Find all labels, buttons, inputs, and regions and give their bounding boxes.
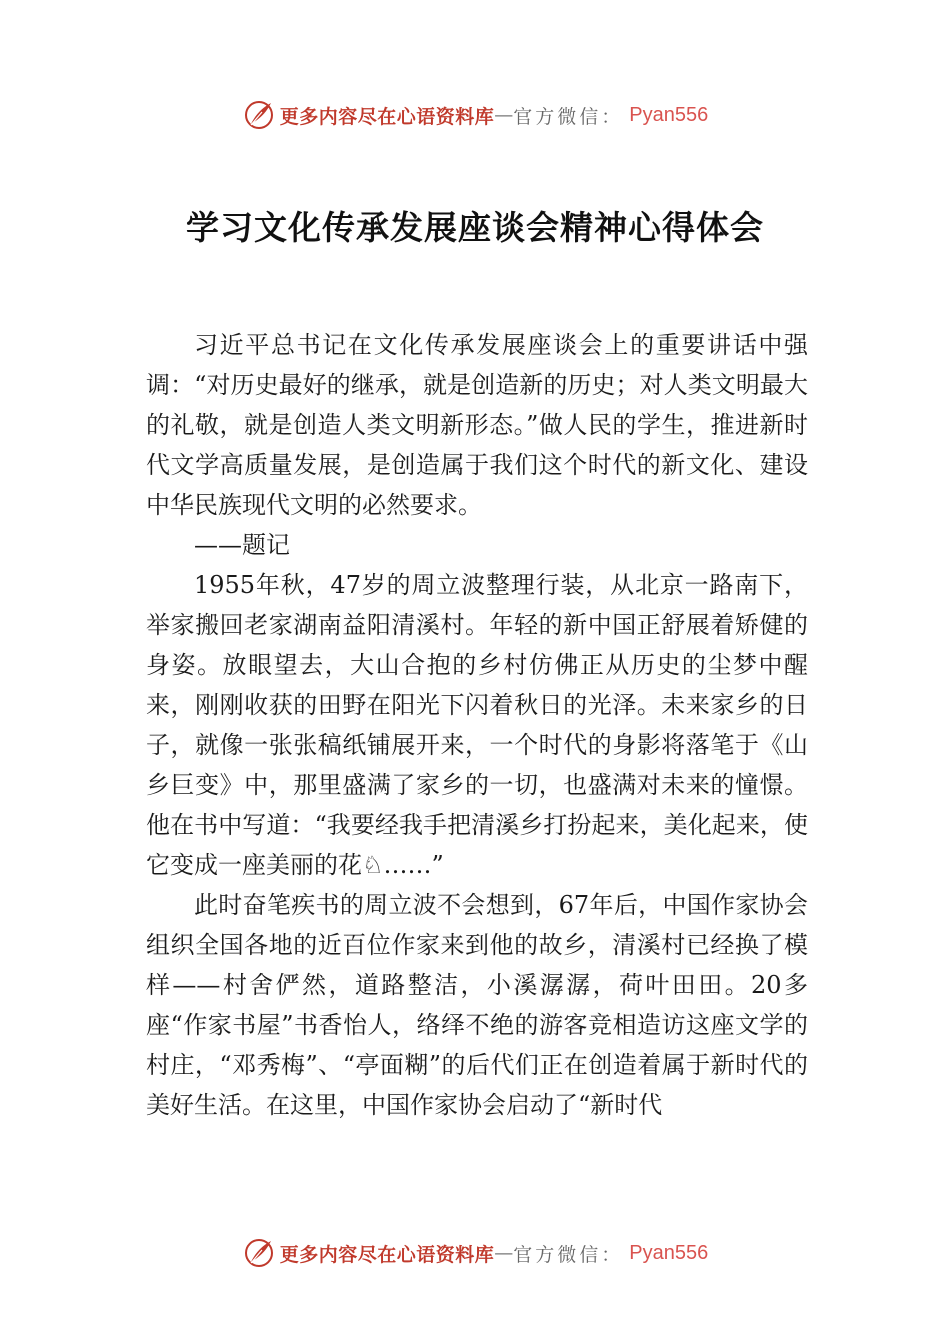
document-title: 学习文化传承发展座谈会精神心得体会 — [186, 208, 764, 247]
epigraph-attribution: ——题记 — [194, 531, 290, 559]
banner-separator: — — [494, 1242, 514, 1264]
quill-logo-icon — [242, 98, 276, 132]
banner-wechat-id: Pyan556 — [629, 103, 709, 126]
header-banner — [0, 95, 950, 135]
banner-promo-text: 更多内容尽在心语资料库 — [279, 1243, 495, 1266]
body-paragraph: 此时奋笔疾书的周立波不会想到，67年后，中国作家协会组织全国各地的近百位作家来到他的故乡，清溪村已经换了模样——村舍俨然，道路整洁，小溪潺潺，荷叶田田。20多座“作家书屋”书香怡人，络绎不绝的游客竞相造访这座文学的村庄，“邓秀梅”、“亭面糊”的后代们正在创造着属于新时代的美好生活。在这里，中国作家协会启动了“新时代 — [146, 891, 808, 1119]
banner-promo-text: 更多内容尽在心语资料库 — [279, 105, 495, 128]
document-body — [146, 325, 808, 1125]
epigraph-paragraph: 习近平总书记在文化传承发展座谈会上的重要讲话中强调：“对历史最好的继承，就是创造新的历史；对人类文明最大的礼敬，就是创造人类文明新形态。”做人民的学生，推进新时代文学高质量发展，是创造属于我们这个时代的新文化、建设中华民族现代文明的必然要求。 — [146, 331, 808, 519]
banner-wechat-label: 官方微信： — [513, 105, 624, 128]
body-paragraph: 1955年秋，47岁的周立波整理行装，从北京一路南下，举家搬回老家湖南益阳清溪村。年轻的新中国正舒展着矫健的身姿。放眼望去，大山合抱的乡村仿佛正从历史的尘梦中醒来，刚刚收获的田野在阳光下闪着秋日的光泽。未来家乡的日子，就像一张张稿纸铺展开来，一个时代的身影将落笔于《山乡巨变》中，那里盛满了家乡的一切，也盛满对未来的憧憬。他在书中写道：“我要经我手把清溪乡打扮起来，美化起来，使它变成一座美丽的花♘……” — [146, 571, 808, 879]
banner-separator: — — [494, 104, 514, 126]
quill-logo-icon — [242, 1236, 276, 1270]
banner-wechat-label: 官方微信： — [513, 1243, 624, 1266]
banner-wechat-id: Pyan556 — [629, 1241, 709, 1264]
footer-banner — [0, 1233, 950, 1273]
